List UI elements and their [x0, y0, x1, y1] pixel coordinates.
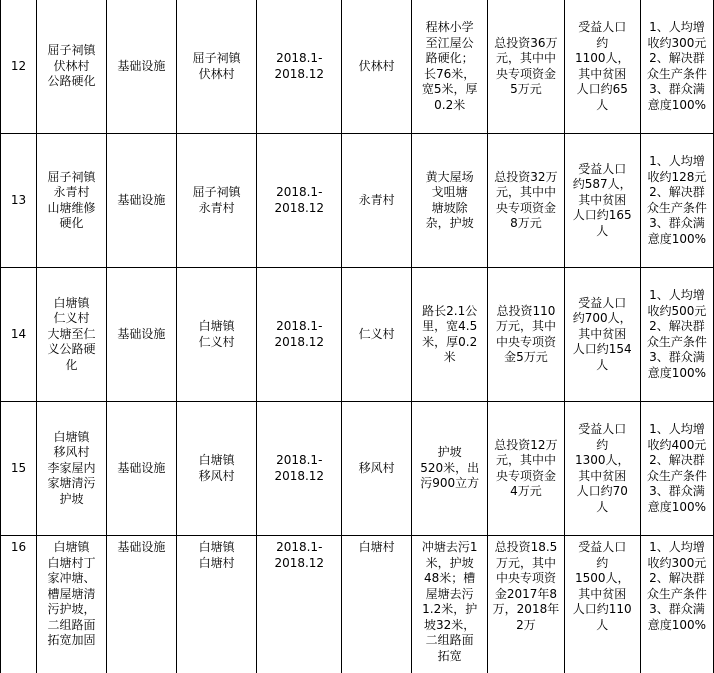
beneficiary-population-cell — [564, 402, 640, 536]
implementing-unit: 白塘镇 移风村 — [179, 453, 255, 484]
investment-amount-cell — [488, 536, 564, 673]
project-name: 白塘镇 移风村 李家屋内 家塘清污 护坡 — [39, 430, 104, 508]
row-number-cell — [1, 268, 37, 402]
investment-amount-cell — [488, 268, 564, 402]
implementing-unit-cell — [176, 0, 257, 134]
implementing-unit-cell — [176, 134, 257, 268]
implementing-unit-cell — [176, 268, 257, 402]
table-body — [1, 0, 714, 673]
project-location: 永青村 — [344, 193, 409, 209]
project-name-cell — [37, 536, 107, 673]
expected-benefits: 1、人均增 收约400元 2、解决群 众生产条件 3、群众满 意度100% — [643, 422, 711, 515]
project-name-cell — [37, 0, 107, 134]
project-type-cell — [106, 134, 176, 268]
construction-content-cell — [412, 0, 488, 134]
project-name-cell — [37, 268, 107, 402]
construction-content-cell — [412, 134, 488, 268]
expected-benefits: 1、人均增 收约128元 2、解决群 众生产条件 3、群众满 意度100% — [643, 154, 711, 247]
expected-benefits: 1、人均增 收约300元 2、解决群 众生产条件 3、群众满 意度100% — [643, 540, 711, 633]
table-row — [1, 402, 714, 536]
project-location-cell — [342, 402, 412, 536]
project-name: 白塘镇 白塘村丁 家冲塘、 槽屋塘清 污护坡， 二组路面 拓宽加固 — [39, 540, 104, 649]
construction-period: 2018.1- 2018.12 — [259, 319, 339, 350]
investment-amount: 总投资110 万元，其中 中央专项资 金5万元 — [490, 304, 561, 366]
row-number-cell — [1, 536, 37, 673]
project-name-cell — [37, 402, 107, 536]
project-location: 移风村 — [344, 461, 409, 477]
expected-benefits: 1、人均增 收约500元 2、解决群 众生产条件 3、群众满 意度100% — [643, 288, 711, 381]
project-location-cell — [342, 134, 412, 268]
construction-content-cell — [412, 268, 488, 402]
project-location-cell — [342, 268, 412, 402]
investment-amount: 总投资32万 元，其中中 央专项资金 8万元 — [490, 170, 561, 232]
expected-benefits-cell — [640, 268, 713, 402]
row-number-cell — [1, 134, 37, 268]
project-type: 基础设施 — [109, 327, 174, 343]
project-location-cell — [342, 536, 412, 673]
project-location: 伏林村 — [344, 59, 409, 75]
beneficiary-population-cell — [564, 268, 640, 402]
implementing-unit: 白塘镇 白塘村 — [179, 540, 255, 571]
beneficiary-population: 受益人口 约 1300人， 其中贫困 人口约70 人 — [567, 422, 638, 515]
construction-period-cell — [257, 268, 342, 402]
project-type-cell — [106, 536, 176, 673]
construction-content: 路长2.1公 里，宽4.5 米，厚0.2 米 — [414, 304, 485, 366]
investment-amount-cell — [488, 0, 564, 134]
implementing-unit: 屈子祠镇 永青村 — [179, 185, 255, 216]
beneficiary-population-cell — [564, 536, 640, 673]
row-number: 16 — [3, 540, 34, 556]
project-name: 屈子祠镇 伏林村 公路硬化 — [39, 43, 104, 90]
expected-benefits-cell — [640, 536, 713, 673]
project-name: 屈子祠镇 永青村 山塘维修 硬化 — [39, 170, 104, 232]
project-type: 基础设施 — [109, 193, 174, 209]
beneficiary-population-cell — [564, 134, 640, 268]
construction-period-cell — [257, 0, 342, 134]
construction-content-cell — [412, 536, 488, 673]
construction-content-cell — [412, 402, 488, 536]
beneficiary-population: 受益人口 约587人， 其中贫困 人口约165 人 — [567, 162, 638, 240]
row-number: 13 — [3, 193, 34, 209]
row-number: 15 — [3, 461, 34, 477]
construction-period-cell — [257, 536, 342, 673]
project-location: 仁义村 — [344, 327, 409, 343]
investment-amount: 总投资12万 元，其中中 央专项资金 4万元 — [490, 438, 561, 500]
expected-benefits-cell — [640, 402, 713, 536]
beneficiary-population: 受益人口 约 1500人， 其中贫困 人口约110 人 — [567, 540, 638, 633]
investment-amount: 总投资18.5 万元，其中 中央专项资 金2017年8 万，2018年 2万 — [490, 540, 561, 633]
investment-amount: 总投资36万 元，其中中 央专项资金 5万元 — [490, 36, 561, 98]
expected-benefits-cell — [640, 134, 713, 268]
construction-content: 程林小学 至江屋公 路硬化； 长76米， 宽5米，厚 0.2米 — [414, 20, 485, 113]
table-row — [1, 536, 714, 673]
construction-period: 2018.1- 2018.12 — [259, 51, 339, 82]
row-number-cell — [1, 402, 37, 536]
construction-period-cell — [257, 134, 342, 268]
investment-amount-cell — [488, 402, 564, 536]
beneficiary-population: 受益人口 约 1100人， 其中贫困 人口约65 人 — [567, 20, 638, 113]
expected-benefits: 1、人均增 收约300元 2、解决群 众生产条件 3、群众满 意度100% — [643, 20, 711, 113]
construction-content: 冲塘去污1 米，护坡 48米；槽 屋塘去污 1.2米，护 坡32米， 二组路面 拓宽 — [414, 540, 485, 664]
construction-content: 护坡 520米，出 污900立方 — [414, 445, 485, 492]
project-location-cell — [342, 0, 412, 134]
construction-content: 黄大屋场 戈咀塘 塘坡除 杂，护坡 — [414, 170, 485, 232]
construction-period-cell — [257, 402, 342, 536]
project-type: 基础设施 — [109, 461, 174, 477]
construction-period: 2018.1- 2018.12 — [259, 540, 339, 571]
row-number: 12 — [3, 59, 34, 75]
project-type-cell — [106, 0, 176, 134]
construction-period: 2018.1- 2018.12 — [259, 453, 339, 484]
project-name: 白塘镇 仁义村 大塘至仁 义公路硬 化 — [39, 296, 104, 374]
row-number: 14 — [3, 327, 34, 343]
row-number-cell — [1, 0, 37, 134]
project-type: 基础设施 — [109, 540, 174, 556]
table-row — [1, 268, 714, 402]
implementing-unit: 白塘镇 仁义村 — [179, 319, 255, 350]
project-location: 白塘村 — [344, 540, 409, 556]
beneficiary-population-cell — [564, 0, 640, 134]
table-row — [1, 134, 714, 268]
construction-period: 2018.1- 2018.12 — [259, 185, 339, 216]
investment-amount-cell — [488, 134, 564, 268]
implementing-unit-cell — [176, 402, 257, 536]
implementing-unit: 屈子祠镇 伏林村 — [179, 51, 255, 82]
project-type: 基础设施 — [109, 59, 174, 75]
project-name-cell — [37, 134, 107, 268]
project-type-cell — [106, 402, 176, 536]
beneficiary-population: 受益人口 约700人， 其中贫困 人口约154 人 — [567, 296, 638, 374]
expected-benefits-cell — [640, 0, 713, 134]
table-row — [1, 0, 714, 134]
project-type-cell — [106, 268, 176, 402]
implementing-unit-cell — [176, 536, 257, 673]
